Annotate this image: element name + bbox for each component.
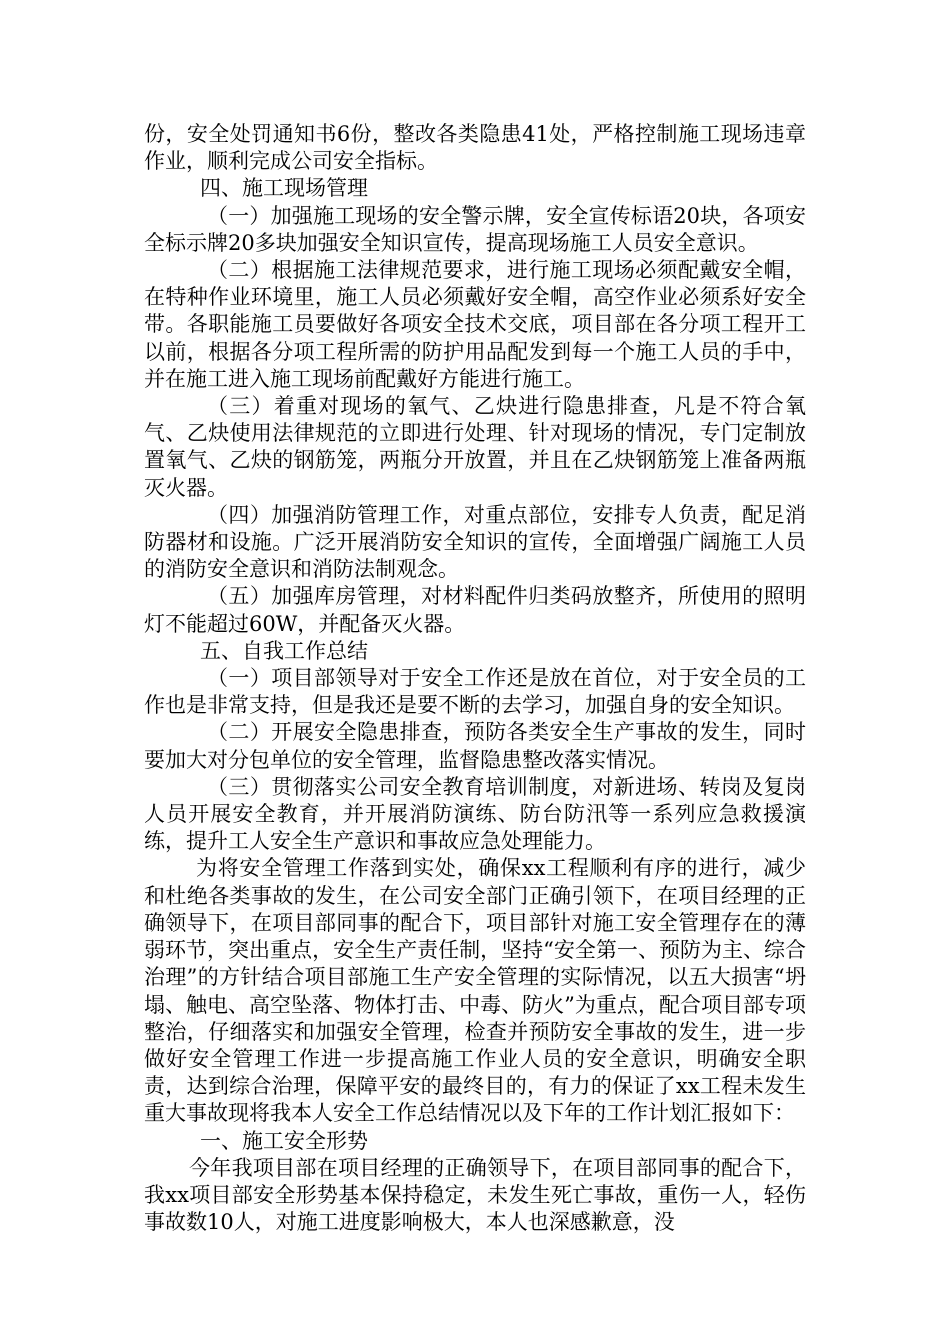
paragraph-continuation: 份，安全处罚通知书6份，整改各类隐患41处，严格控制施工现场违章作业，顺利完成公司安全指标。 [144, 122, 806, 174]
paragraph-item-5-3: （三）贯彻落实公司安全教育培训制度，对新进场、转岗及复岗人员开展安全教育，并开展消防演练、防台防汛等一系列应急救援演练，提升工人安全生产意识和事故应急处理能力。 [144, 774, 806, 854]
paragraph-item-5-2: （二）开展安全隐患排查，预防各类安全生产事故的发生，同时要加大对分包单位的安全管理，监督隐患整改落实情况。 [144, 720, 806, 772]
section-heading-5: 五、自我工作总结 [200, 638, 368, 663]
paragraph-item-4-5: （五）加强库房管理，对材料配件归类码放整齐，所使用的照明灯不能超过60W，并配备灭火器。 [144, 584, 806, 636]
paragraph-item-5-1: （一）项目部领导对于安全工作还是放在首位，对于安全员的工作也是非常支持，但是我还是要不断的去学习，加强自身的安全知识。 [144, 666, 806, 718]
paragraph-item-4-2: （二）根据施工法律规范要求，进行施工现场必须配戴安全帽，在特种作业环境里，施工人员必须戴好安全帽，高空作业必须系好安全带。各职能施工员要做好各项安全技术交底，项目部在各分项工程开工以前，根据各分项工程所需的防护用品配发到每一个施工人员的手中，并在施工进入施工现场前配戴好方能进行施工。 [144, 258, 806, 391]
document-page [144, 121, 806, 1236]
paragraph-item-4-3: （三）着重对现场的氧气、乙炔进行隐患排查，凡是不符合氧气、乙炔使用法律规范的立即进行处理、针对现场的情况，专门定制放置氧气、乙炔的钢筋笼，两瓶分开放置，并且在乙炔钢筋笼上准备两瓶灭火器。 [144, 394, 806, 500]
section-heading-1: 一、施工安全形势 [200, 1128, 368, 1153]
paragraph-item-4-4: （四）加强消防管理工作，对重点部位，安排专人负责，配足消防器材和设施。广泛开展消防安全知识的宣传，全面增强广阔施工人员的消防安全意识和消防法制观念。 [144, 502, 806, 582]
paragraph-intro: 为将安全管理工作落到实处，确保xx工程顺利有序的进行，减少和杜绝各类事故的发生，在公司安全部门正确引领下，在项目经理的正确领导下，在项目部同事的配合下，项目部针对施工安全管理存在的薄弱环节，突出重点，安全生产责任制，坚持“安全第一、预防为主、综合治理”的方针结合项目部施工生产安全管理的实际情况，以五大损害“坍塌、触电、高空坠落、物体打击、中毒、防火”为重点，配合项目部专项整治，仔细落实和加强安全管理，检查并预防安全事故的发生，进一步做好安全管理工作进一步提高施工作业人员的安全意识，明确安全职责，达到综合治理，保障平安的最终目的，有力的保证了xx工程未发生重大事故现将我本人安全工作总结情况以及下年的工作计划汇报如下： [144, 856, 806, 1126]
paragraph-item-4-1: （一）加强施工现场的安全警示牌，安全宣传标语20块，各项安全标示牌20多块加强安全知识宣传，提高现场施工人员安全意识。 [144, 203, 806, 255]
paragraph-safety-situation: 今年我项目部在项目经理的正确领导下，在项目部同事的配合下，我xx项目部安全形势基本保持稳定，未发生死亡事故，重伤一人，轻伤事故数10人，对施工进度影响极大，本人也深感歉意，没 [144, 1155, 806, 1235]
section-heading-4: 四、施工现场管理 [200, 176, 368, 201]
